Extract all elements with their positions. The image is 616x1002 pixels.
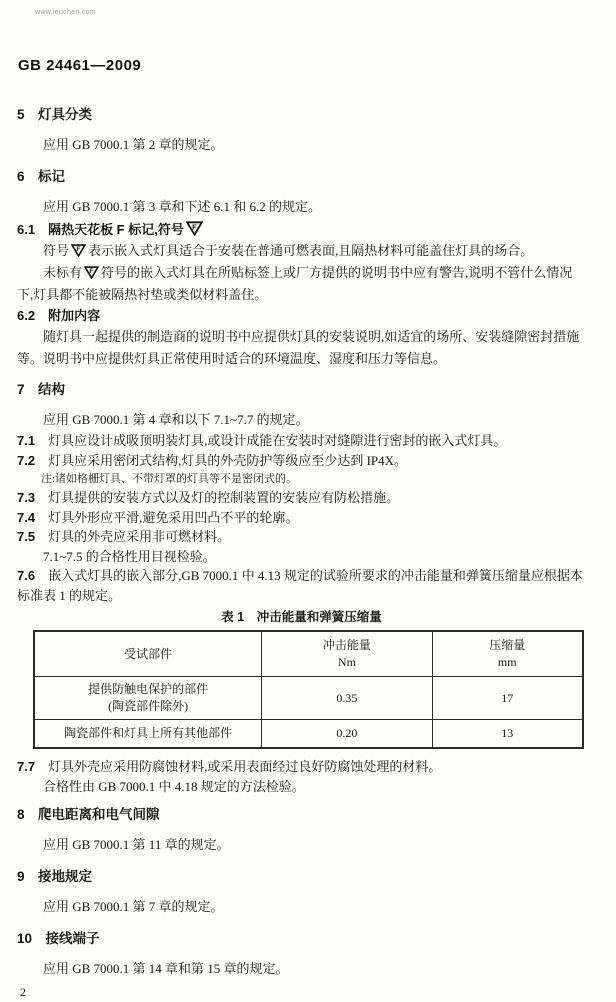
table-1-header-compression [432, 631, 583, 677]
table-1-row1-compression: 17 [432, 677, 583, 720]
table-1 [33, 630, 584, 749]
clause-7-3 [17, 488, 586, 508]
section-5-text: 应用 GB 7000.1 第 2 章的规定。 [43, 137, 224, 152]
table-1-row1-part-line1: 提供防触电保护的部件 [88, 682, 209, 696]
standard-number: GB 24461—2009 [18, 57, 142, 74]
section-7-heading: 7 结构 [17, 382, 66, 397]
section-8-text: 应用 GB 7000.1 第 11 章的规定。 [43, 837, 230, 852]
table-1-header-impact [262, 631, 432, 677]
clause-7-3-number: 7.3 [17, 490, 36, 505]
section-7-intro: 应用 GB 7000.1 第 4 章和以下 7.1~7.7 的规定。 [43, 412, 309, 427]
clause-7-3-text: 灯具提供的安装方式以及灯的控制装置的安装应有防松措施。 [48, 490, 400, 505]
clause-6-1-heading [17, 220, 586, 240]
table-1-row2-impact: 0.20 [262, 720, 432, 749]
section-8-heading: 8 爬电距离和电气间隙 [17, 807, 160, 822]
clause-6-1-p1-text-post: 表示嵌入式灯具适合于安装在普通可燃表面,且隔热材料可能盖住灯具的场合。 [88, 243, 534, 258]
clause-7-7-compliance: 合格性由 GB 7000.1 中 4.18 规定的方法检验。 [43, 778, 305, 794]
section-9-text: 应用 GB 7000.1 第 7 章的规定。 [43, 899, 224, 914]
clause-7-6 [17, 566, 586, 605]
table-row [34, 677, 583, 720]
table-1-header-compression-label: 压缩量 [489, 638, 526, 652]
clause-7-1-text: 灯具应设计成吸顶明装灯具,或设计成能在安装时对缝隙进行密封的嵌入式灯具。 [48, 433, 507, 448]
section-9-heading: 9 接地规定 [17, 869, 93, 884]
clause-6-1-p2-text-post: 符号的嵌入式灯具在所贴标签上或厂方提供的说明书中应有警告,说明不管什么情况下,灯具都不能被隔热衬垫或类似材料盖住。 [17, 265, 573, 302]
section-10-text: 应用 GB 7000.1 第 14 章和第 15 章的规定。 [43, 961, 289, 976]
table-1-row1-part [34, 677, 262, 720]
clause-6-1-heading-text: 6.1 隔热天花板 F 标记,符号 [17, 222, 184, 237]
clause-7-4 [17, 508, 586, 528]
clause-6-1-p1-text-pre: 符号 [43, 243, 70, 258]
clause-7-6-number: 7.6 [17, 568, 36, 583]
clause-7-1-number: 7.1 [17, 433, 36, 448]
table-1-row1-impact: 0.35 [262, 677, 432, 720]
section-10-heading: 10 接线端子 [17, 931, 100, 946]
clause-6-1-p2-text-pre: 未标有 [43, 265, 83, 280]
f-mark-icon [186, 221, 203, 236]
f-mark-letter: F [192, 222, 197, 232]
clause-6-1-paragraph-2 [17, 262, 586, 306]
table-row [34, 720, 583, 749]
clause-7-7-text: 灯具外壳应采用防腐蚀材料,或采用表面经过良好防腐蚀处理的材料。 [48, 759, 442, 774]
clause-7-1 [17, 431, 586, 451]
site-watermark-text: www.ieuchen.com [35, 9, 96, 16]
clause-7-2-note: 注:诸如格栅灯具、不带灯罩的灯具等不是密闭式的。 [41, 473, 298, 485]
clause-7-2 [17, 451, 586, 471]
section-6-heading: 6 标记 [17, 169, 66, 184]
table-1-row2-part: 陶瓷部件和灯具上所有其他部件 [34, 720, 262, 749]
section-6-text: 应用 GB 7000.1 第 3 章和下述 6.1 和 6.2 的规定。 [43, 199, 322, 214]
clause-7-6-text: 嵌入式灯具的嵌入部分,GB 7000.1 中 4.13 规定的试验所要求的冲击能量和弹簧压缩量应根据本标准表 1 的规定。 [17, 568, 583, 603]
table-1-header-compression-unit: mm [497, 655, 517, 669]
section-5-heading: 5 灯具分类 [17, 107, 93, 122]
table-1-row1-part-line2: (陶瓷部件除外) [108, 699, 189, 713]
table-1-header-row [34, 631, 583, 677]
clause-7-7-number: 7.7 [17, 759, 36, 774]
clause-7-4-number: 7.4 [17, 509, 36, 525]
clause-6-2-paragraph: 随灯具一起提供的制造商的说明书中应提供灯具的安装说明,如适宜的场所、安装缝隙密封措施等。说明书中应提供灯具正常使用时适合的环境温度、湿度和压力等信息。 [17, 329, 580, 366]
clause-7-5-text: 灯具的外壳应采用非可燃材料。 [48, 529, 231, 544]
f-mark-icon [84, 266, 99, 279]
table-1-caption: 表 1 冲击能量和弹簧压缩量 [221, 610, 382, 624]
table-1-header-impact-unit: Nm [337, 655, 356, 669]
clause-6-1-paragraph-1 [17, 240, 586, 262]
f-mark-icon [71, 244, 86, 257]
clause-7-2-number: 7.2 [17, 452, 36, 468]
page-number: 2 [20, 985, 26, 999]
table-1-header-impact-label: 冲击能量 [322, 638, 371, 652]
clause-7-1-to-7-5-compliance: 7.1~7.5 的合格性用目视检验。 [43, 548, 216, 564]
f-mark-letter: F [89, 268, 94, 276]
table-1-row2-compression: 13 [432, 720, 583, 749]
clause-7-2-text: 灯具应采用密闭式结构,灯具的外壳防护等级应至少达到 IP4X。 [48, 452, 408, 468]
f-mark-letter: F [76, 246, 81, 254]
table-1-header-part: 受试部件 [34, 631, 262, 677]
clause-7-5 [17, 527, 586, 547]
clause-7-7 [17, 757, 586, 777]
clause-6-2-heading: 6.2 附加内容 [17, 308, 101, 323]
clause-7-4-text: 灯具外形应平滑,避免采用凹凸不平的轮廓。 [48, 509, 299, 525]
clause-7-5-number: 7.5 [17, 529, 36, 544]
